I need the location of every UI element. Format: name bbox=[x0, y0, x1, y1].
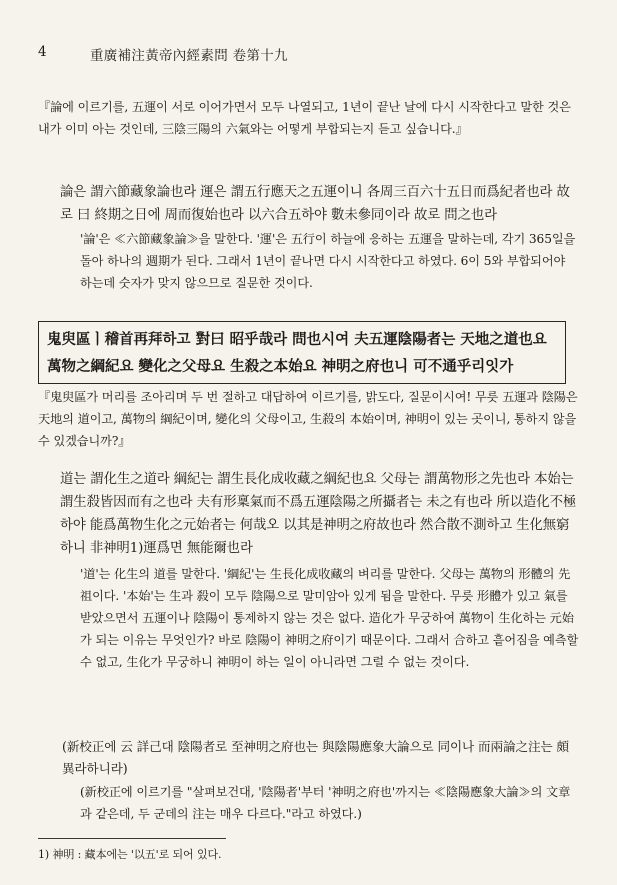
korean-translation-quote-2: 『鬼臾區가 머리를 조아리며 두 번 절하고 대답하여 이르기를, 밝도다, 질문이시여! 무릇 五運과 陰陽은 天地의 道이고, 萬物의 綱紀이며, 變化의 父母이고, 生殺의 本始이며, 神明이 있는 곳이니, 통하지 않을 수 있겠습니까?』 bbox=[38, 390, 578, 448]
korean-translation-quote-1: 『論에 이르기를, 五運이 서로 이어가면서 모두 나열되고, 1년이 끝난 날에 다시 시작한다고 말한 것은 내가 이미 아는 것인데, 三陰三陽의 六氣와는 어떻게 부합되는지 듣고 싶습니다.』 bbox=[38, 100, 571, 136]
footnote-divider bbox=[38, 838, 226, 839]
commentary-chinese-2: 道는 謂化生之道라 綱紀는 謂生長化成收藏之綱紀也요 父母는 謂萬物形之先也라 本始는 謂生殺皆因而有之也라 夫有形稟氣而不爲五運陰陽之所攝者는 未之有也라 所以造化不極하야 能爲萬物生化之元始者는 何哉오 以其是神明之府故也라 然合散不測하고 生化無窮하니 非神明1)運爲면 無能爾也라 bbox=[60, 472, 577, 556]
page-header bbox=[38, 44, 577, 66]
page-number: 4 bbox=[38, 44, 47, 60]
commentary-korean-2: '道'는 化生의 道를 말한다. '綱紀'는 生長化成收藏의 벼리를 말한다. 父母는 萬物의 形體의 先祖이다. '本始'는 生과 殺이 모두 陰陽으로 말미암아 있게 됨을 말한다. 무릇 形體가 있고 氣를 받았으면서 五運이나 陰陽이 통제하지 않는 것은 없다. 造化가 무궁하여 萬物이 生化하는 元始가 되는 이유는 무엇인가? 바로 陰陽이 神明之府이기 때문이다. 그래서 合하고 흩어짐을 예측할 수 없고, 生化가 무궁하니 神明이 하는 일이 아니라면 그럴 수 없는 것이다. bbox=[80, 567, 579, 669]
footnote: 1) 神明 : 藏本에는 '以五'로 되어 있다. bbox=[38, 848, 222, 861]
commentary-korean-1: '論'은 ≪六節藏象論≫을 말한다. '運'은 五行이 하늘에 응하는 五運을 말하는데, 각기 365일을 돌아 하나의 週期가 된다. 그래서 1년이 끝나면 다시 시작한다고 하였다. 6이 5와 부합되어야 하는데 숫자가 맞지 않으므로 질문한 것이다. bbox=[80, 232, 576, 290]
commentary-chinese-1: 論은 謂六節藏象論也라 運은 謂五行應天之五運이니 各周三百六十五日而爲紀者也라 故로 曰 終期之日에 周而復始也라 以六合五하야 數未參同이라 故로 問之也라 bbox=[60, 185, 570, 223]
xin-jiaozheng-note: (新校正에 云 詳己대 陰陽者로 至神明之府也는 與陰陽應象大論으로 同이나 而兩論之注는 頗異라하니라) bbox=[62, 739, 569, 776]
xin-jiaozheng-note-korean: (新校正에 이르기를 "살펴보건대, '陰陽者'부터 '神明之府也'까지는 ≪陰陽應象大論≫의 文章과 같은데, 두 군데의 注는 매우 다르다."라고 하였다.) bbox=[80, 785, 571, 821]
running-title: 重廣補注黃帝內經素問 卷第十九 bbox=[90, 48, 288, 64]
boxed-original-text: 鬼臾區ㅣ稽首再拜하고 對曰 昭乎哉라 問也시여 夫五運陰陽者는 天地之道也요 萬物之綱紀요 變化之父母요 生殺之本始요 神明之府也니 可不通乎리잇가 bbox=[38, 321, 566, 384]
